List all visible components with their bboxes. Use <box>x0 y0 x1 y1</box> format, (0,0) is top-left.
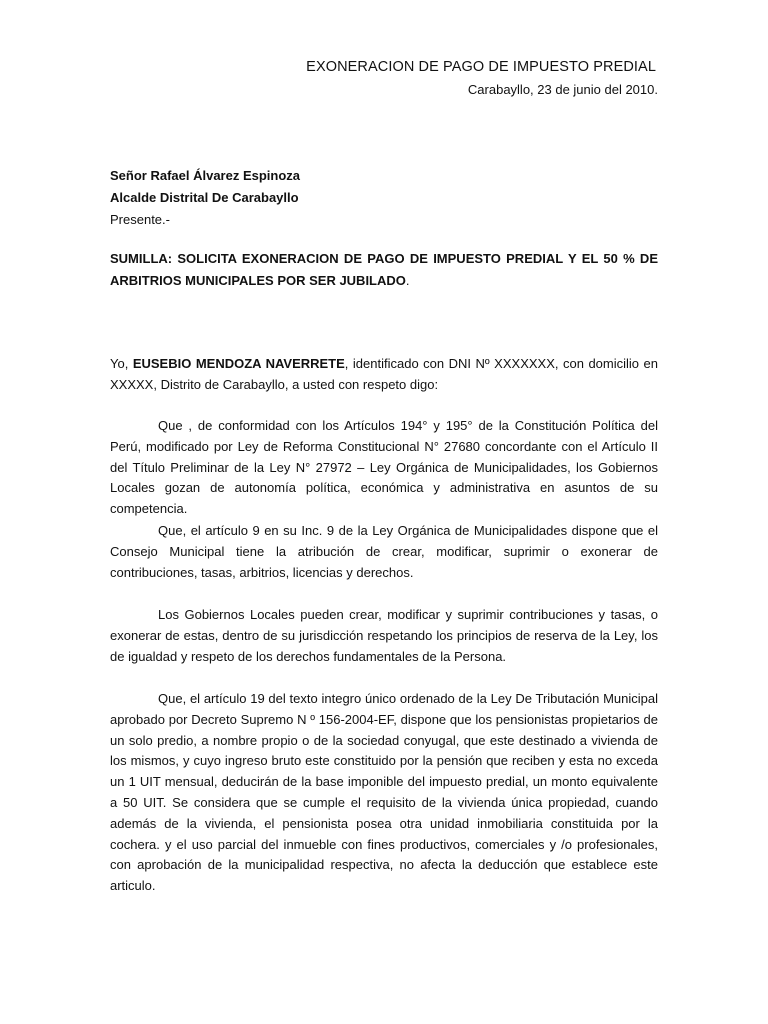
intro-paragraph <box>110 354 658 396</box>
document-date: Carabayllo, 23 de junio del 2010. <box>467 82 658 97</box>
sumilla-end: . <box>405 273 410 288</box>
paragraph-4: Que, el artículo 19 del texto integro único ordenado de la Ley De Tributación Municipal aprobado por Decreto Supremo N º 156-2004-EF, dispone que los pensionistas propietarios de un solo predio, a nombre propio o de la sociedad conyugal, que este destinado a vivienda de los mismos, y cuyo ingreso bruto este constituido por la pensión que reciben y esta no exceda un 1 UIT mensual, deducirán de la base imponible del impuesto predial, un monto equivalente a 50 UIT. Se considera que se cumple el requisito de la vivienda única propiedad, cuando además de la vivienda, el pensionista posea otra unidad inmobiliaria constituida por la cochera. y el uso parcial del inmueble con fines productivos, comerciales y /o profesionales, con aprobación de la municipalidad respectiva, no afecta la deducción que establece este articulo. <box>110 691 658 894</box>
paragraph-3: Los Gobiernos Locales pueden crear, modificar y suprimir contribuciones y tasas, o exonerar de estas, dentro de su jurisdicción respetando los principios de reserva de la Ley, los de igualdad y respeto de los derechos fundamentales de la Persona. <box>110 607 658 664</box>
paragraph-1: Que , de conformidad con los Artículos 194° y 195° de la Constitución Política del Perú, modificado por Ley de Reforma Constitucional N° 27680 concordante con el Artículo II del Título Preliminar de la Ley N° 27972 – Ley Orgánica de Municipalidades, los Gobiernos Locales gozan de autonomía política, económica y administrativa en asuntos de su competencia. <box>110 418 658 517</box>
intro-prefix: Yo, <box>110 356 133 371</box>
addressee-block <box>110 165 300 231</box>
sumilla-text: SUMILLA: SOLICITA EXONERACION DE PAGO DE IMPUESTO PREDIAL Y EL 50 % DE ARBITRIOS MUNICIPALES POR SER JUBILADO <box>110 251 658 288</box>
paragraph-2: Que, el artículo 9 en su Inc. 9 de la Ley Orgánica de Municipalidades dispone que el Consejo Municipal tiene la atribución de crear, modificar, suprimir o exonerar de contribuciones, tasas, arbitrios, licencias y derechos. <box>110 523 658 580</box>
sumilla-block <box>110 248 658 292</box>
intro-rest: , identificado con DNI Nº XXXXXXX, con domicilio en XXXXX, Distrito de Carabayllo, a usted con respeto digo: <box>110 356 658 392</box>
intro-name: EUSEBIO MENDOZA NAVERRETE <box>132 356 345 371</box>
addressee-name: Señor Rafael Álvarez Espinoza <box>110 168 301 183</box>
document-title: EXONERACION DE PAGO DE IMPUESTO PREDIAL <box>306 59 656 75</box>
addressee-position: Alcalde Distrital De Carabayllo <box>110 190 299 205</box>
addressee-salutation: Presente.- <box>110 212 170 227</box>
